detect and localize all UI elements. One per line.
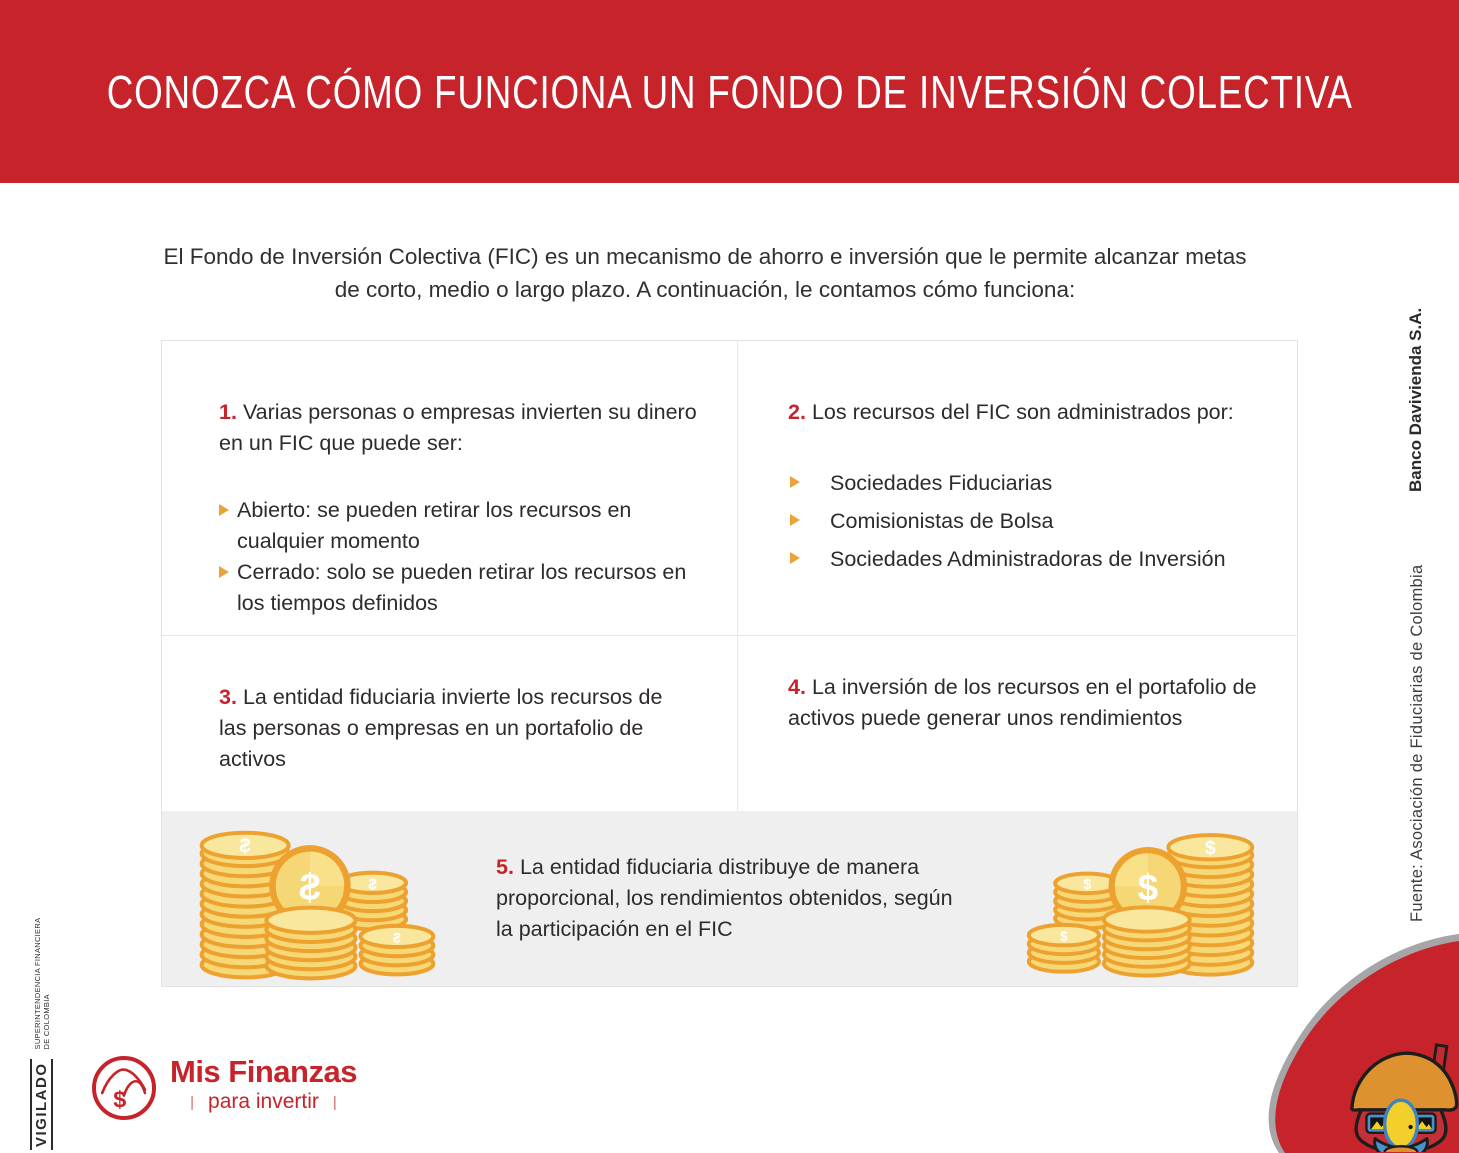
- step-1-number: 1.: [219, 400, 237, 424]
- bullet-triangle-icon: [790, 552, 800, 564]
- brand-vertical-text: Banco Davivienda S.A.: [1406, 307, 1425, 492]
- intro-line-1: El Fondo de Inversión Colectiva (FIC) es un mecanismo de ahorro e inversión que le permite alcanzar metas: [163, 244, 1247, 269]
- step-1-text: 1. Varias personas o empresas invierten su dinero en un FIC que puede ser:: [219, 400, 697, 455]
- step-2-cell: [738, 341, 1297, 636]
- page-title: CONOZCA CÓMO FUNCIONA UN FONDO DE INVERSIÓN COLECTIVA: [106, 65, 1353, 118]
- coins-stack-left-icon: [178, 813, 456, 985]
- step-5-cell: [496, 852, 968, 945]
- step-2-bullets: [788, 464, 1267, 578]
- step-2-number: 2.: [788, 400, 806, 424]
- list-item: Cerrado: solo se pueden retirar los recursos en los tiempos definidos: [219, 557, 697, 619]
- bullet-triangle-icon: [790, 514, 800, 526]
- step-2-text: 2. Los recursos del FIC son administrados por:: [788, 400, 1234, 424]
- step-4-text: 4. La inversión de los recursos en el portafolio de activos puede generar unos rendimientos: [788, 675, 1257, 730]
- steps-grid: [161, 340, 1298, 987]
- separator-bar: |: [332, 1093, 337, 1111]
- list-item: Comisionistas de Bolsa: [788, 502, 1267, 540]
- list-item: Sociedades Administradoras de Inversión: [788, 540, 1267, 578]
- dollar-house-circle-icon: [92, 1056, 156, 1120]
- list-item: Sociedades Fiduciarias: [788, 464, 1267, 502]
- vigilado-label: VIGILADO: [30, 1059, 53, 1150]
- separator-bar: |: [190, 1093, 195, 1111]
- step-4-cell: [738, 636, 1297, 811]
- mis-finanzas-logo: [92, 1056, 357, 1120]
- intro-line-2: de corto, medio o largo plazo. A continuación, le contamos cómo funciona:: [334, 277, 1076, 302]
- step-3-text: 3. La entidad fiduciaria invierte los recursos de las personas o empresas en un portafolio de activos: [219, 685, 663, 771]
- step-1-bullets: [219, 495, 697, 619]
- step-5-band: [162, 811, 1297, 986]
- intro-text: [85, 240, 1325, 306]
- house-mascot-icon: [1338, 1032, 1459, 1152]
- step-3-number: 3.: [219, 685, 237, 709]
- bullet-triangle-icon: [219, 504, 229, 516]
- source-vertical-text: Fuente: Asociación de Fiduciarias de Colombia: [1408, 564, 1426, 922]
- coins-stack-right-icon: [1019, 816, 1263, 982]
- vigilado-sublabel: SUPERINTENDENCIA FINANCIERA DE COLOMBIA: [32, 917, 51, 1050]
- logo-subtitle-row: [170, 1090, 357, 1114]
- step-1-cell: [162, 341, 738, 636]
- step-4-number: 4.: [788, 675, 806, 699]
- logo-text: [170, 1056, 357, 1114]
- step-5-number: 5.: [496, 855, 514, 879]
- svg-text:$: $: [113, 1086, 127, 1113]
- vigilado-block: [30, 918, 53, 1150]
- logo-title: Mis Finanzas: [170, 1054, 357, 1089]
- step-5-text: 5. La entidad fiduciaria distribuye de manera proporcional, los rendimientos obtenidos, según la participación en el FIC: [496, 855, 953, 941]
- step-3-cell: [162, 636, 738, 811]
- bullet-triangle-icon: [219, 566, 229, 578]
- header-banner: [0, 0, 1459, 183]
- logo-subtitle: para invertir: [208, 1090, 319, 1113]
- list-item: Abierto: se pueden retirar los recursos en cualquier momento: [219, 495, 697, 557]
- bullet-triangle-icon: [790, 476, 800, 488]
